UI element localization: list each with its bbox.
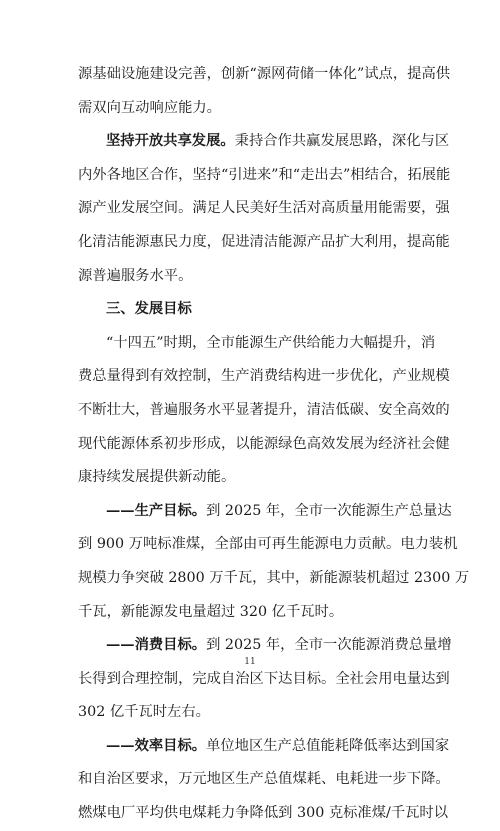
text-line: 燃煤电厂平均供电煤耗力争降低到 300 克标准煤/千瓦时以 (78, 805, 449, 822)
text-line: 和自治区要求，万元地区生产总值煤耗、电耗进一步下降。 (78, 771, 450, 788)
text-line: 现代能源体系初步形成，以能源绿色高效发展为经济社会健 (78, 435, 450, 452)
body-text (78, 58, 470, 831)
text-line: 源产业发展空间。满足人民美好生活对高质量用能需要，强 (78, 200, 450, 217)
text-line: 需双向互动响应能力。 (78, 99, 221, 116)
body-text-span: 单位地区生产总值能耗降低率达到国家 (206, 737, 450, 754)
body-text-span: 秉持合作共赢发展思路，深化与区 (234, 133, 450, 150)
text-line: “十四五”时期，全市能源生产供给能力大幅提升，消 (106, 334, 436, 351)
bold-heading-text: 三、发展目标 (106, 301, 192, 318)
text-line: 费总量得到有效控制，生产消费结构进一步优化，产业规模 (78, 368, 450, 385)
text-line: 康持续发展提供新动能。 (78, 469, 236, 486)
bold-heading-text: ——生产目标。 (106, 502, 207, 519)
text-line: 源普遍服务水平。 (78, 267, 193, 284)
text-line: 不断壮大，普遍服务水平显著提升，清洁低碳、安全高效的 (78, 401, 450, 418)
text-line: 源基础设施建设完善，创新“源网荷储一体化”试点，提高供 (78, 66, 451, 82)
text-line: 千瓦，新能源发电量超过 320 亿千瓦时。 (78, 603, 344, 620)
text-line: 规模力争突破 2800 万千瓦，其中，新能源装机超过 2300 万 (78, 569, 470, 586)
bold-heading-text: 坚持开放共享发展。 (106, 133, 235, 150)
bold-heading-text: ——消费目标。 (106, 637, 207, 654)
text-line: 到 900 万吨标准煤，全部由可再生能源电力贡献。电力装机 (78, 536, 458, 553)
text-line (78, 730, 450, 764)
body-text-span: 到 2025 年，全市一次能源消费总量增 (206, 637, 452, 654)
text-line: 302 亿千瓦时左右。 (78, 704, 210, 721)
page-number: 11 (244, 657, 256, 667)
text-line (78, 495, 452, 529)
text-line: 长得到合理控制，完成自治区下达目标。全社会用电量达到 (78, 670, 450, 687)
text-line (78, 125, 450, 159)
text-line: 内外各地区合作，坚持“引进来”和“走出去”相结合，拓展能 (78, 166, 451, 183)
text-line: 化清洁能源惠民力度，促进清洁能源产品扩大利用，提高能 (78, 233, 450, 250)
bold-heading-text: ——效率目标。 (106, 737, 207, 754)
text-line (78, 293, 430, 327)
body-text-span: 到 2025 年，全市一次能源生产总量达 (206, 502, 452, 519)
